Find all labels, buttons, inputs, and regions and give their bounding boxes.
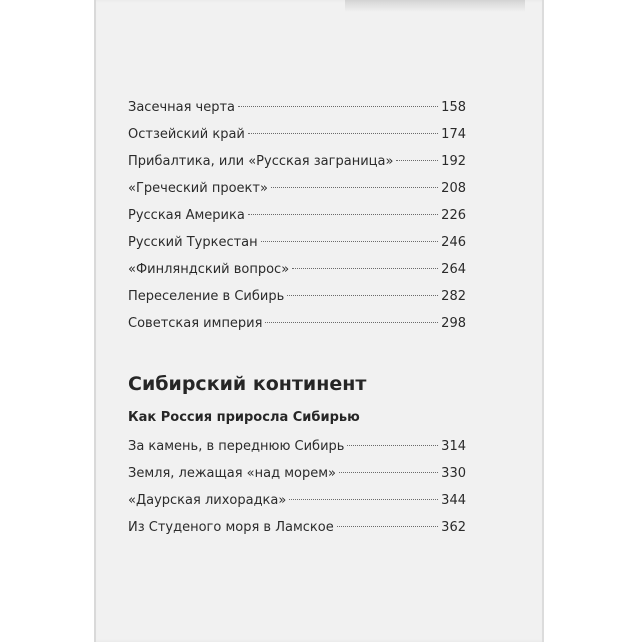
- toc-entry-title: За камень, в переднюю Сибирь: [128, 439, 345, 454]
- toc-entry-page: 174: [441, 127, 466, 142]
- toc-entry-page: 264: [441, 262, 466, 277]
- toc-entry: [128, 463, 466, 485]
- page-left-edge: [94, 0, 96, 642]
- toc-entry-title: Советская империя: [128, 316, 263, 331]
- toc-entry-title: Из Студеного моря в Ламское: [128, 520, 334, 535]
- section-title: Сибирский континент: [128, 373, 367, 395]
- toc-entry-page: 246: [441, 235, 466, 250]
- toc-entry: [128, 517, 466, 539]
- toc-entry-title: Русская Америка: [128, 208, 245, 223]
- toc-entry: [128, 259, 466, 281]
- toc-entry: [128, 97, 466, 119]
- toc-entry-title: Прибалтика, или «Русская заграница»: [128, 154, 394, 169]
- toc-entry: [128, 124, 466, 146]
- toc-entry: [128, 490, 466, 512]
- toc-leader-dots: [339, 472, 438, 473]
- section-subtitle: Как Россия приросла Сибирью: [128, 410, 360, 425]
- toc-entry-page: 208: [441, 181, 466, 196]
- toc-entry-title: Русский Туркестан: [128, 235, 258, 250]
- toc-entry-page: 298: [441, 316, 466, 331]
- toc-entry-page: 344: [441, 493, 466, 508]
- toc-entry-page: 282: [441, 289, 466, 304]
- toc-entry-page: 192: [441, 154, 466, 169]
- toc-leader-dots: [396, 160, 438, 161]
- toc-entry: [128, 286, 466, 308]
- toc-entry: [128, 205, 466, 227]
- toc-leader-dots: [265, 322, 438, 323]
- toc-entry-page: 330: [441, 466, 466, 481]
- toc-leader-dots: [292, 268, 438, 269]
- toc-entry: [128, 232, 466, 254]
- toc-leader-dots: [238, 106, 438, 107]
- toc-entry-page: 362: [441, 520, 466, 535]
- page-top-bleed: [345, 0, 525, 12]
- toc-leader-dots: [287, 295, 438, 296]
- toc-entry-page: 226: [441, 208, 466, 223]
- toc-leader-dots: [261, 241, 439, 242]
- toc-entry: [128, 178, 466, 200]
- toc-entry-title: «Греческий проект»: [128, 181, 268, 196]
- toc-leader-dots: [289, 499, 438, 500]
- toc-entry-title: Засечная черта: [128, 100, 236, 115]
- toc-leader-dots: [248, 133, 438, 134]
- toc-leader-dots: [337, 526, 438, 527]
- toc-entry-title: «Финляндский вопрос»: [128, 262, 290, 277]
- toc-entry-page: 314: [441, 439, 466, 454]
- toc-entry-page: 158: [441, 100, 466, 115]
- toc-entry: [128, 151, 466, 173]
- toc-entry-title: Переселение в Сибирь: [128, 289, 285, 304]
- toc-entry-title: Земля, лежащая «над морем»: [128, 466, 336, 481]
- toc-entry-title: Остзейский край: [128, 127, 245, 142]
- page-right-edge: [542, 0, 544, 642]
- toc-entry-title: «Даурская лихорадка»: [128, 493, 287, 508]
- toc-leader-dots: [248, 214, 438, 215]
- toc-entry: [128, 436, 466, 458]
- toc-leader-dots: [347, 445, 438, 446]
- toc-leader-dots: [271, 187, 438, 188]
- toc-entry: [128, 313, 466, 335]
